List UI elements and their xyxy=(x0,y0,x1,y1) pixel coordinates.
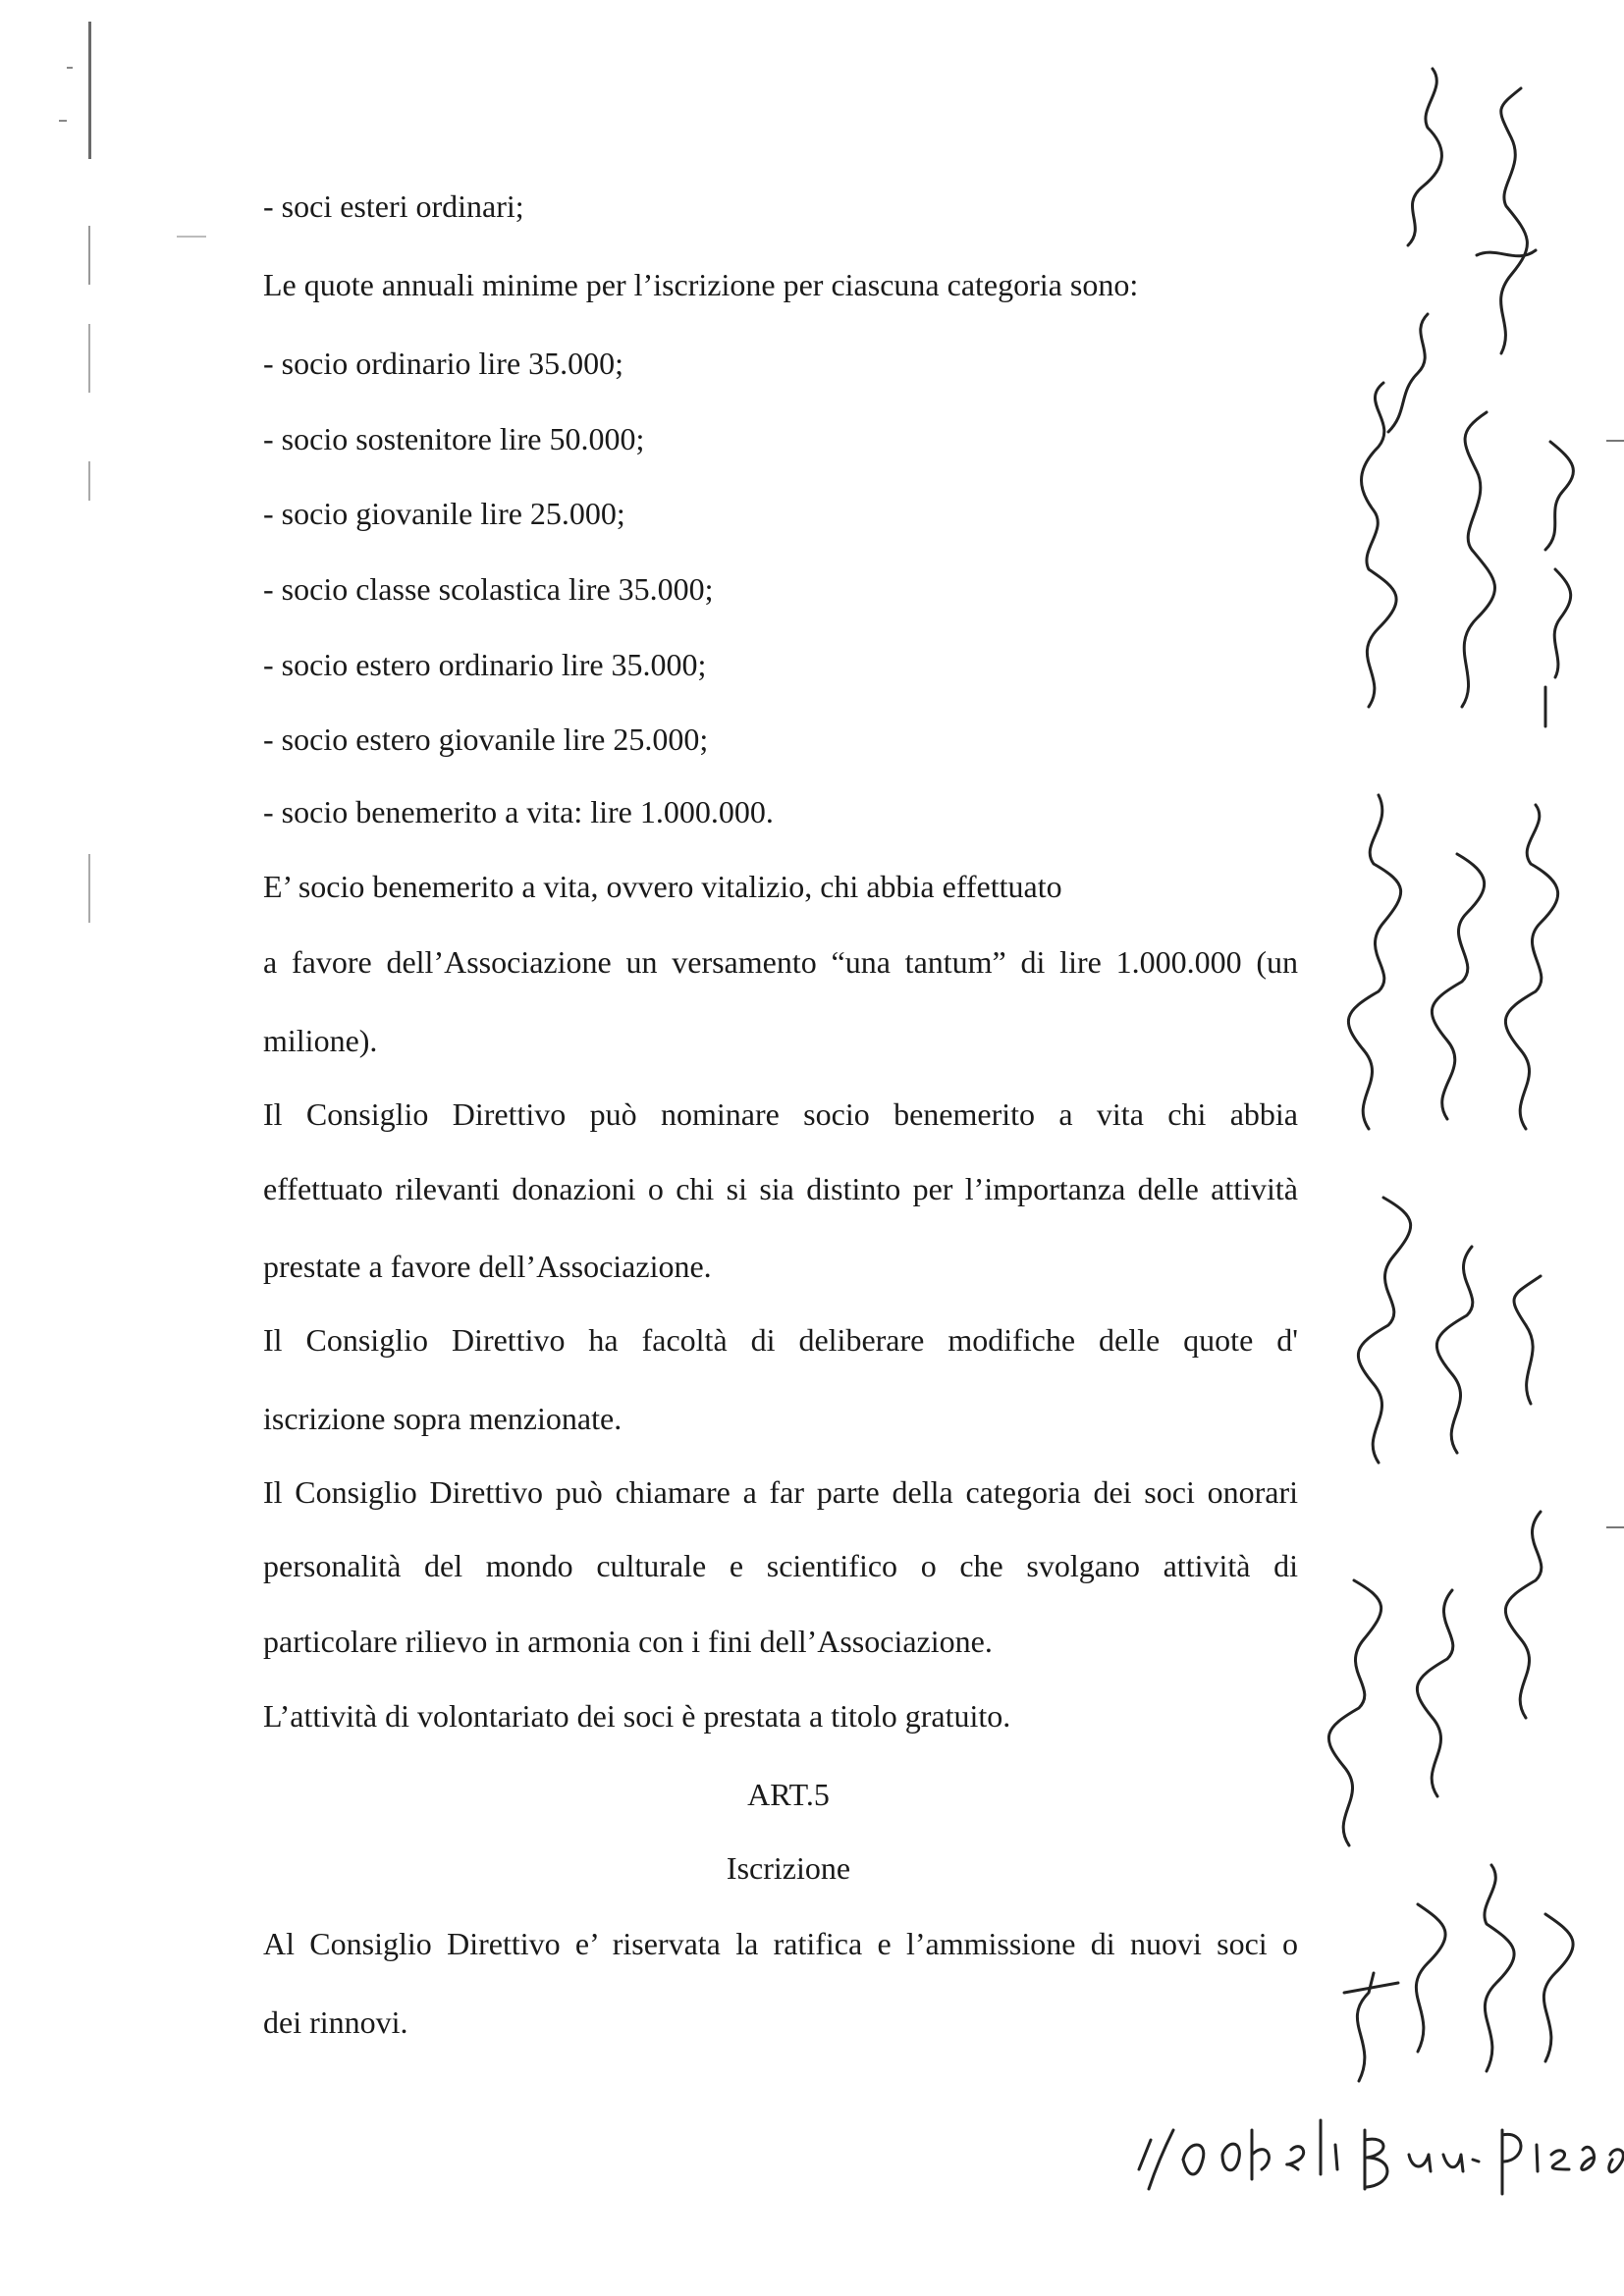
list-item: - socio sostenitore lire 50.000; xyxy=(263,421,645,456)
article-heading: ART.5 xyxy=(747,1777,830,1812)
paragraph-line: E’ socio benemerito a vita, ovvero vitalizio, chi abbia effettuato xyxy=(263,869,1062,904)
paragraph-line: Al Consiglio Direttivo e’ riservata la ratifica e l’ammissione di nuovi soci o xyxy=(263,1926,1298,1961)
margin-tick xyxy=(67,67,73,69)
list-item: - socio ordinario lire 35.000; xyxy=(263,346,624,381)
binder-line xyxy=(88,854,90,923)
signature-column-2 xyxy=(1462,88,1536,707)
signature-benzi xyxy=(1362,69,1442,707)
paragraph-line: a favore dell’Associazione un versamento “una tantum” di lire 1.000.000 (un xyxy=(263,944,1298,980)
signature-verdobeli xyxy=(1129,2101,1624,2209)
handwritten-signatures xyxy=(1251,0,1624,2296)
list-item: - socio benemerito a vita: lire 1.000.000. xyxy=(263,794,774,829)
paragraph-line: dei rinnovi. xyxy=(263,2004,408,2040)
paragraph-line: Il Consiglio Direttivo ha facoltà di deliberare modifiche delle quote d' xyxy=(263,1322,1298,1358)
margin-tick xyxy=(59,120,67,122)
binder-line xyxy=(88,324,90,393)
paragraph-line: Le quote annuali minime per l’iscrizione per ciascuna categoria sono: xyxy=(263,267,1139,302)
paragraph-line: particolare rilievo in armonia con i fini dell’Associazione. xyxy=(263,1624,993,1659)
paragraph-line: prestate a favore dell’Associazione. xyxy=(263,1249,712,1284)
paragraph-line: iscrizione sopra menzionate. xyxy=(263,1401,623,1436)
paragraph-line: personalità del mondo culturale e scientifico o che svolgano attività di xyxy=(263,1548,1298,1583)
paragraph-line: Il Consiglio Direttivo può nominare socio benemerito a vita chi abbia xyxy=(263,1096,1298,1132)
paragraph-line: L’attività di volontariato dei soci è prestata a titolo gratuito. xyxy=(263,1698,1011,1734)
paragraph-line: effettuato rilevanti donazioni o chi si sia distinto per l’importanza delle attività xyxy=(263,1171,1298,1206)
signature-bottom-cluster xyxy=(1344,1865,1573,2081)
signature-bonomi xyxy=(1358,1198,1541,1463)
list-item: - socio estero ordinario lire 35.000; xyxy=(263,647,707,682)
binder-line xyxy=(88,22,91,159)
margin-tick xyxy=(177,236,206,238)
binder-line xyxy=(88,226,90,285)
list-item: - socio estero giovanile lire 25.000; xyxy=(263,721,709,757)
list-item: - soci esteri ordinari; xyxy=(263,188,524,224)
paragraph-line: Il Consiglio Direttivo può chiamare a far parte della categoria dei soci onorari xyxy=(263,1474,1298,1510)
article-subheading: Iscrizione xyxy=(726,1850,851,1886)
signature-vaschetti xyxy=(1545,442,1573,726)
list-item: - socio classe scolastica lire 35.000; xyxy=(263,571,714,607)
signature-rocca xyxy=(1348,795,1557,1129)
paragraph-line: milione). xyxy=(263,1023,378,1058)
signature-lower-column xyxy=(1328,1512,1541,1845)
binder-line xyxy=(88,461,90,501)
list-item: - socio giovanile lire 25.000; xyxy=(263,496,625,531)
